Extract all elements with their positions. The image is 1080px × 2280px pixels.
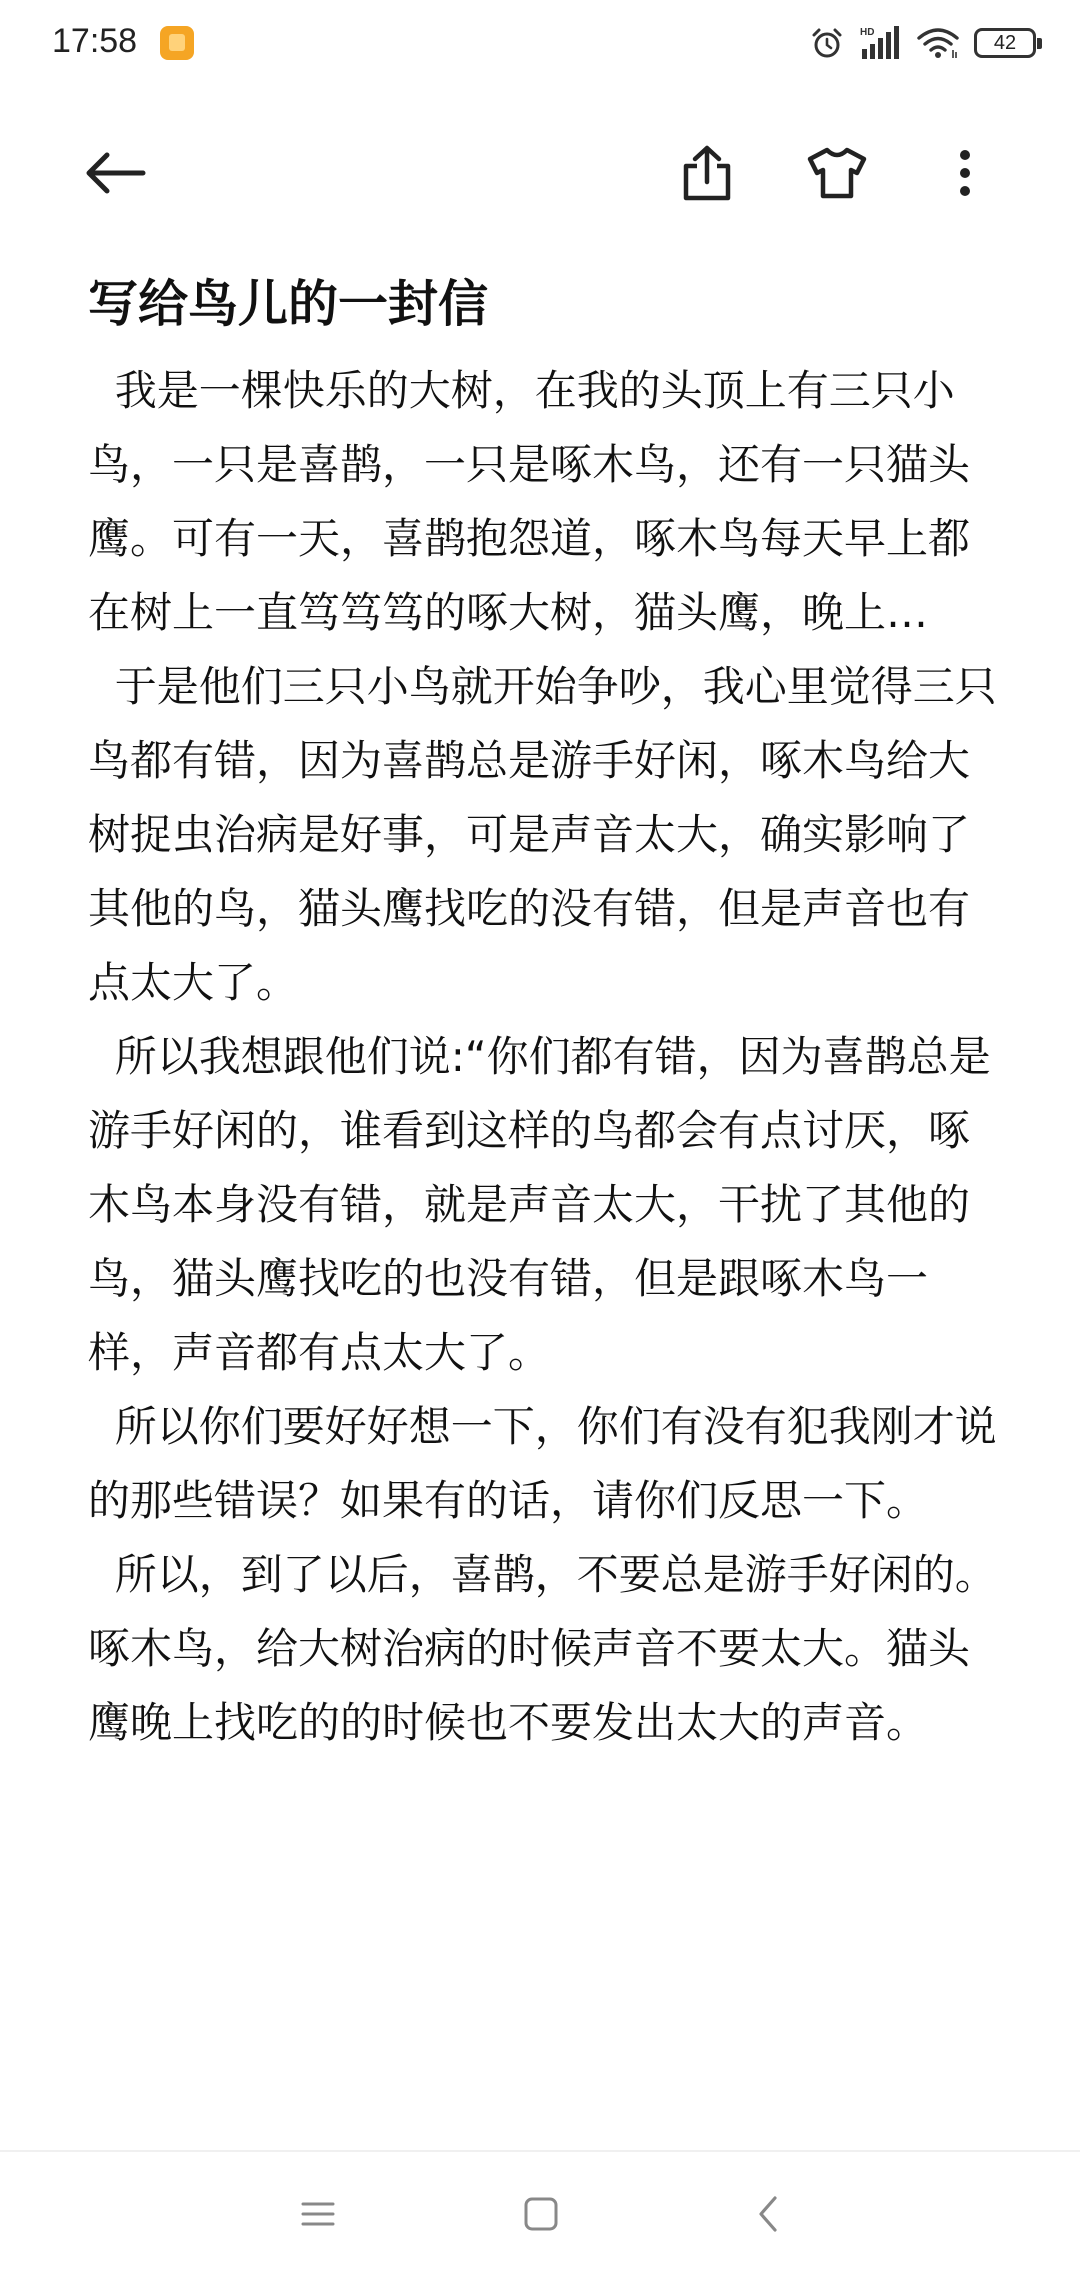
toolbar	[0, 130, 1080, 220]
app-notification-icon	[160, 26, 194, 60]
system-back-button[interactable]	[738, 2186, 798, 2246]
hd-signal-icon	[858, 25, 902, 61]
back-arrow-icon	[83, 151, 147, 199]
recent-apps-button[interactable]	[288, 2186, 348, 2246]
battery-icon: 42	[974, 28, 1036, 58]
article-paragraph: 所以我想跟他们说:“你们都有错，因为喜鹊总是游手好闲的，谁看到这样的鸟都会有点讨厌，啄木鸟本身没有错，就是声音太大，干扰了其他的鸟，猫头鹰找吃的也没有错，但是跟啄木鸟一样，声音都有点太大了。	[88, 1032, 991, 1377]
alarm-icon	[810, 26, 844, 60]
status-time: 17:58	[52, 22, 138, 60]
tshirt-theme-icon	[807, 146, 867, 204]
more-vertical-icon	[958, 148, 972, 202]
article-paragraph: 所以你们要好好想一下，你们有没有犯我刚才说的那些错误？如果有的话，请你们反思一下。	[88, 1402, 997, 1525]
share-icon	[680, 144, 734, 206]
more-button[interactable]	[920, 130, 1010, 220]
article-content	[88, 262, 1000, 1760]
theme-button[interactable]	[792, 130, 882, 220]
article-paragraph: 所以，到了以后，喜鹊，不要总是游手好闲的。啄木鸟，给大树治病的时候声音不要太大。猫头鹰晚上找吃的的时候也不要发出太大的声音。	[88, 1550, 997, 1747]
share-button[interactable]	[662, 130, 752, 220]
article-title: 写给鸟儿的一封信	[88, 275, 488, 333]
menu-icon	[300, 2199, 336, 2233]
back-button[interactable]	[70, 130, 160, 220]
home-button[interactable]	[511, 2186, 571, 2246]
back-chevron-icon	[756, 2195, 780, 2237]
article-paragraph: 于是他们三只小鸟就开始争吵，我心里觉得三只鸟都有错，因为喜鹊总是游手好闲，啄木鸟给大树捉虫治病是好事，可是声音太大，确实影响了其他的鸟，猫头鹰找吃的没有错，但是声音也有点太大了。	[88, 662, 997, 1007]
wifi-icon	[916, 26, 960, 60]
system-nav-bar	[0, 2152, 1080, 2280]
svg-text:HD: HD	[860, 27, 875, 38]
home-square-icon	[523, 2196, 559, 2236]
status-icons	[810, 20, 1036, 66]
status-bar	[0, 0, 1080, 90]
article-paragraph: 我是一棵快乐的大树，在我的头顶上有三只小鸟，一只是喜鹊，一只是啄木鸟，还有一只猫头鹰。可有一天，喜鹊抱怨道，啄木鸟每天早上都在树上一直笃笃笃的啄大树，猫头鹰，晚上…	[88, 366, 971, 637]
